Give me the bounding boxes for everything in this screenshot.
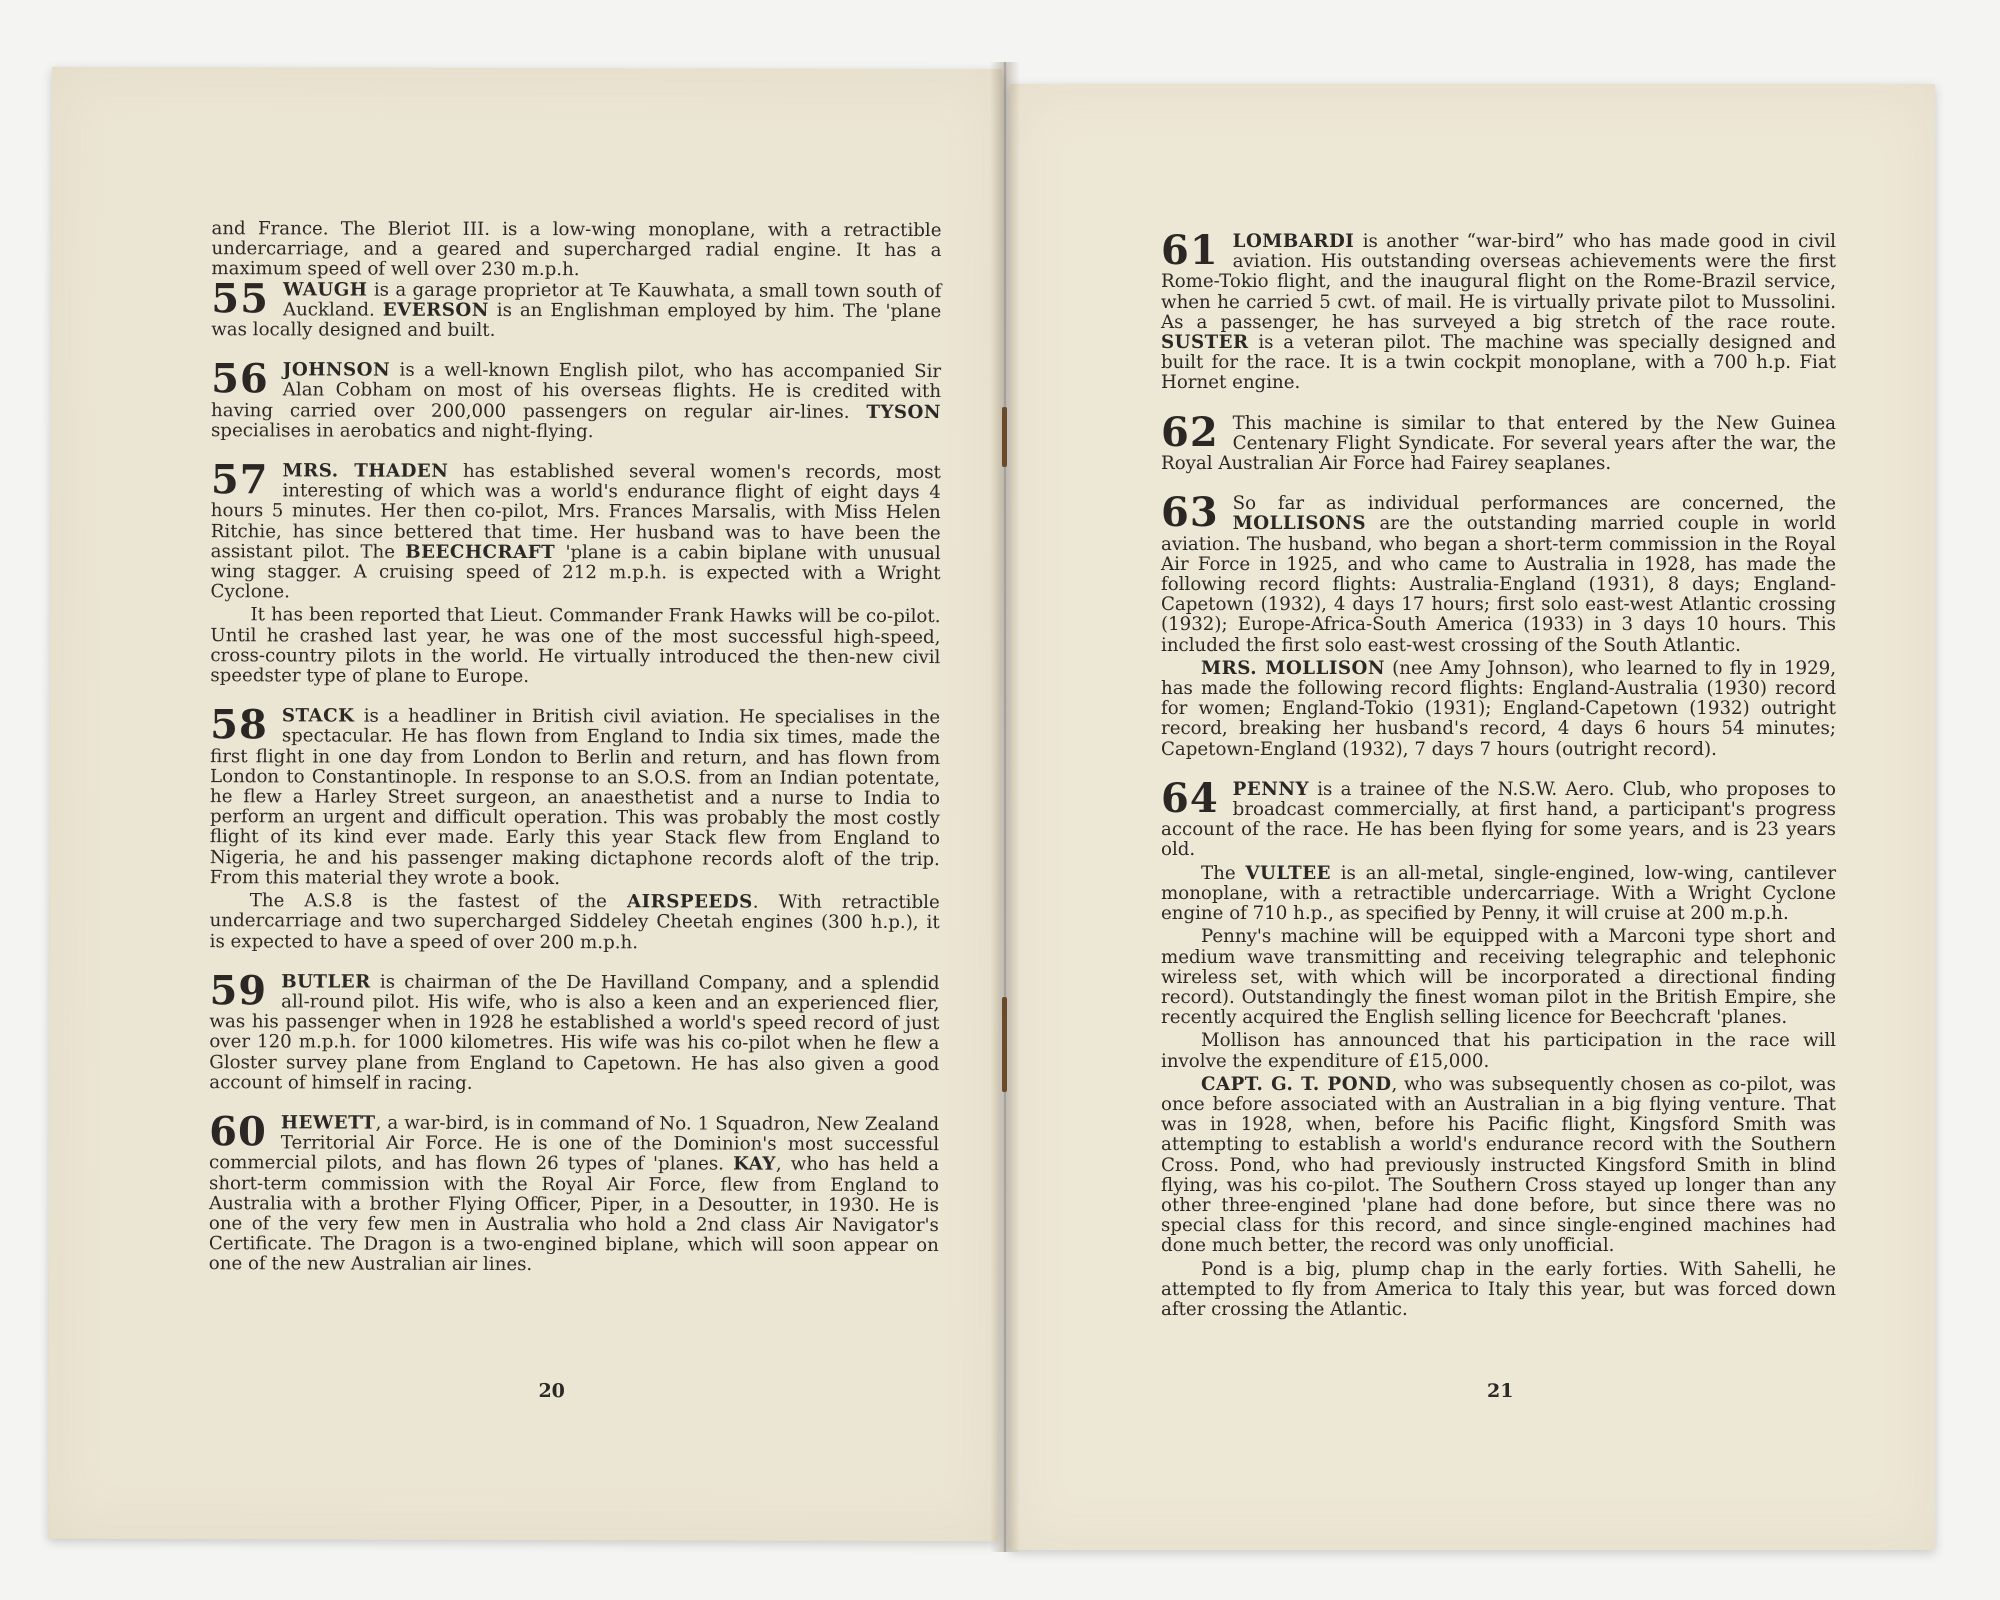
staple xyxy=(1002,997,1007,1092)
entry-text-continued: CAPT. G. T. POND, who was subsequently chosen as co-pilot, was once before associated with an Australian in a big flying venture. That was in 1928, when, before his Pacific flight, Kingsford Smith was attempting to establish a world's endurance record with the Southern Cross. Pond, who had previously instructed Kingsford Smith in blind flying, was his co-pilot. The Southern Cross stayed up longer than any other three-engined 'plane had done before, but since there was no special class for this record, and since single-engined machines had done much better, the record was only unofficial. xyxy=(1161,1073,1836,1257)
co-pilot-name: SUSTER xyxy=(1161,332,1249,354)
entry-number: 62 xyxy=(1161,408,1219,456)
co-pilot-name: KAY xyxy=(733,1153,776,1175)
pilot-name: BUTLER xyxy=(281,971,371,993)
entry-number: 59 xyxy=(209,966,268,1015)
entry-57 xyxy=(210,456,941,688)
pilot-name: HEWETT xyxy=(280,1112,376,1134)
entry-text-continued: The A.S.8 is the fastest of the AIRSPEEDS. With retractible undercarriage and two supercharged Siddeley Cheetah engines (300 h.p.), it is expected to have a speed of over 200 m.p.h. xyxy=(209,890,940,953)
entry-number: 57 xyxy=(210,456,269,504)
page-number: 21 xyxy=(1487,1380,1514,1402)
pilot-name: WAUGH xyxy=(282,278,368,301)
booklet-spine xyxy=(990,62,1020,1552)
entry-55 xyxy=(211,274,942,343)
entry-text-continued: MRS. MOLLISON (nee Amy Johnson), who learned to fly in 1929, has made the following record flights: England-Australia (1930) record for women; England-Tokio (1931); England-Capetown (1932) outright record, breaking her husband's record, 4 days 6 hours 54 minutes; Capetown-England (1932), 7 days 7 hours (outright record). xyxy=(1161,657,1837,760)
entry-number: 60 xyxy=(209,1108,267,1156)
entry-60 xyxy=(208,1108,940,1277)
aircraft-name: VULTEE xyxy=(1245,862,1331,884)
pilot-name: LOMBARDI xyxy=(1232,231,1355,252)
left-text-column xyxy=(209,219,942,1296)
co-pilot-name: EVERSON xyxy=(382,299,489,321)
pilot-name: JOHNSON xyxy=(282,359,391,381)
entry-text: MRS. THADEN has established several women's records, most interesting of which was a world's endurance flight of eight days 4 hours 5 minutes. Her then co-pilot, Mrs. Frances Marsalis, with Miss Helen Ritchie, has since bettered that time. Her husband was to have been the assistant pilot. The BEECHCRAFT 'plane is a cabin biplane with unusual wing stagger. A cruising speed of 212 m.p.h. is expected with a Wright Cyclone. xyxy=(210,460,941,603)
right-page xyxy=(1010,84,1935,1550)
entry-56 xyxy=(210,355,942,443)
entry-text: JOHNSON is a well-known English pilot, who has accompanied Sir Alan Cobham on most of his overseas flights. He is credited with having carried over 200,000 passengers on regular air-lines. TYSON specialises in aerobatics and night-flying. xyxy=(210,359,942,443)
entry-text: HEWETT, a war-bird, is in command of No. 1 Squadron, New Zealand Territorial Air Force. He is one of the Dominion's most successful commercial pilots, and has flown 26 types of 'planes. KAY, who has held a short-term commission with the Royal Air Force, flew from England to Australia with a brother Flying Officer, Piper, in a Desoutter, in 1930. He is one of the very few men in Australia who hold a 2nd class Air Navigator's Certificate. The Dragon is a two-engined biplane, which will soon appear on one of the new Australian air lines. xyxy=(208,1112,940,1276)
entry-text-continued: Pond is a big, plump chap in the early forties. With Sahelli, he attempted to fly from America to Italy this year, but was forced down after crossing the Atlantic. xyxy=(1161,1258,1836,1320)
entry-text-continued: Penny's machine will be equipped with a Marconi type short and medium wave transmitting and receiving telegraphic and telephonic wireless set, with which will be incorporated a directional finding record). Outstandingly the finest woman pilot in the British Empire, she recently acquired the English selling licence for Beechcraft 'planes. xyxy=(1161,926,1836,1029)
entry-text-continued: The VULTEE is an all-metal, single-engined, low-wing, cantilever monoplane, with a retractible undercarriage. With a Wright Cyclone engine of 710 h.p., as specified by Penny, it will cruise at 200 m.p.h. xyxy=(1161,862,1837,925)
entry-61 xyxy=(1161,227,1836,394)
aircraft-name: BEECHCRAFT xyxy=(405,541,556,563)
entry-number: 64 xyxy=(1161,774,1219,822)
entry-text-continued: It has been reported that Lieut. Commander Frank Hawks will be co-pilot. Until he crashed last year, he was one of the most successful high-speed, cross-country pilots in the world. He virtually introduced the then-new civil speedster type of plane to Europe. xyxy=(210,604,941,688)
pilot-name: MOLLISONS xyxy=(1232,513,1366,535)
entry-text: BUTLER is chairman of the De Havilland Company, and a splendid all-round pilot. His wife, who is also a keen and an experienced flier, was his passenger when in 1928 he established a world's speed record of just over 120 m.p.h. for 1000 kilometres. His wife was his co-pilot when he flew a Gloster survey plane from England to Capetown. He has also given a good account of himself in racing. xyxy=(209,971,940,1094)
entry-59 xyxy=(209,966,940,1095)
entry-62 xyxy=(1161,408,1836,475)
entry-text-continued: Mollison has announced that his participation in the race will involve the expenditure of £15,000. xyxy=(1161,1030,1836,1072)
entry-number: 58 xyxy=(210,701,268,749)
entry-text: STACK is a headliner in British civil aviation. He specialises in the spectacular. He has flown from England to India six times, made the first flight in one day from London to Berlin and return, and has flown from London to Constantinople. In response to an S.O.S. from an Indian potentate, he flew a Harley Street surgeon, an anaesthetist and a nurse to India to perform an urgent and difficult operation. This was probably the most costly flight of its kind ever made. Early this year Stack flew from England to Nigeria, he and his passenger making dictaphone records aloft of the trip. From this material they wrote a book. xyxy=(209,705,941,889)
pilot-name: MRS. MOLLISON xyxy=(1201,657,1385,679)
entry-text: LOMBARDI is another “war-bird” who has made good in civil aviation. His outstanding overseas achievements were the first Rome-Tokio flight, and the inaugural flight on the Rome-Brazil service, when he carried 5 cwt. of mail. He is virtually private pilot to Mussolini. As a passenger, he has surveyed a big stretch of the race route. SUSTER is a veteran pilot. The machine was specially designed and built for the race. It is a twin cockpit monoplane, with a 700 h.p. Fiat Hornet engine. xyxy=(1161,231,1836,394)
entry-number: 61 xyxy=(1161,227,1219,274)
entry-64 xyxy=(1161,774,1837,1320)
entry-number: 55 xyxy=(211,274,270,322)
entry-text: WAUGH is a garage proprietor at Te Kauwhata, a small town south of Auckland. EVERSON is an Englishman employed by him. The 'plane was locally designed and built. xyxy=(211,278,942,341)
pilot-name: MRS. THADEN xyxy=(282,460,449,482)
entry-text: PENNY is a trainee of the N.S.W. Aero. Club, who proposes to broadcast commercially, at first hand, a participant's progress account of the race. He has been flying for some years, and is 23 years old. xyxy=(1161,778,1836,861)
entry-text: So far as individual performances are concerned, the MOLLISONS are the outstanding married couple in world aviation. The husband, who began a short-term commission in the Royal Air Force in 1925, and who came to Australia in 1928, has made the following record flights: Australia-England (1931), 8 days; England-Capetown (1932), 4 days 17 hours; first solo east-west Atlantic crossing (1932); Europe-Africa-South America (1933) in 3 days 10 hours. This included the first solo east-west crossing of the South Atlantic. xyxy=(1161,493,1836,656)
entry-number: 56 xyxy=(211,355,269,403)
page-number: 20 xyxy=(538,1380,565,1403)
entry-63 xyxy=(1161,489,1837,760)
entry-number: 63 xyxy=(1161,489,1219,537)
continued-paragraph: and France. The Bleriot III. is a low-wing monoplane, with a retractible undercarriage, and a geared and supercharged radial engine. It has a maximum speed of well over 230 m.p.h. xyxy=(211,218,942,281)
staple xyxy=(1002,407,1007,467)
co-pilot-name: TYSON xyxy=(866,401,942,423)
right-text-column xyxy=(1161,227,1837,1340)
left-page xyxy=(48,67,1002,1541)
entry-text: This machine is similar to that entered by the New Guinea Centenary Flight Syndicate. For several years after the war, the Royal Australian Air Force had Fairey seaplanes. xyxy=(1161,412,1836,475)
pilot-name: PENNY xyxy=(1232,778,1309,800)
entry-58 xyxy=(209,701,941,953)
pilot-name: STACK xyxy=(281,705,355,727)
open-booklet xyxy=(50,62,1935,1542)
co-pilot-name: CAPT. G. T. POND xyxy=(1201,1073,1392,1095)
aircraft-name: AIRSPEEDS xyxy=(627,891,753,913)
